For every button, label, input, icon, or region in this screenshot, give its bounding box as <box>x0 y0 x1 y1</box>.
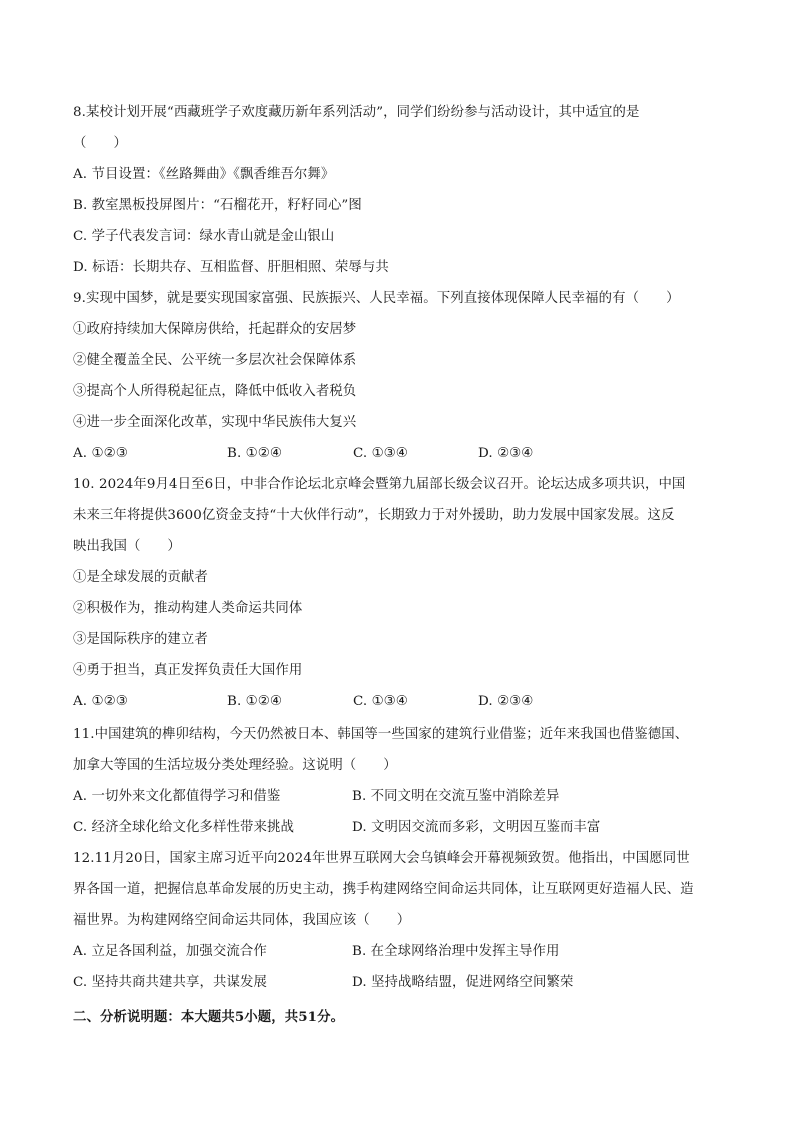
q9-option-d: D. ②③④ <box>478 446 534 461</box>
q11-stem-line-1: 11.中国建筑的榫卯结构，今天仍然被日本、韩国等一些国家的建筑行业借鉴；近年来我国也借鉴德国、 <box>73 727 689 742</box>
q11-stem-line-2: 加拿大等国的生活垃圾分类处理经验。这说明（ ） <box>73 758 397 773</box>
q8-option-c: C. 学子代表发言词：绿水青山就是金山银山 <box>73 229 335 244</box>
q12-option-d: D. 坚持战略结盟，促进网络空间繁荣 <box>352 975 574 990</box>
q9-item-3: ③提高个人所得税起征点，降低中低收入者税负 <box>73 384 357 399</box>
q9-stem: 9.实现中国梦，就是要实现国家富强、民族振兴、人民幸福。下列直接体现保障人民幸福的有（ ） <box>73 291 680 306</box>
q12-option-b: B. 在全球网络治理中发挥主导作用 <box>352 944 560 959</box>
q10-item-1: ①是全球发展的贡献者 <box>73 570 208 585</box>
q10-stem-line-2: 未来三年将提供3600亿资金支持“十大伙伴行动”，长期致力于对外援助，助力发展中国家发展。这反 <box>73 508 675 523</box>
q12-stem-line-1: 12.11月20日，国家主席习近平向2024年世界互联网大会乌镇峰会开幕视频致贺。他指出，中国愿同世 <box>73 851 690 866</box>
q10-item-2: ②积极作为，推动构建人类命运共同体 <box>73 601 303 616</box>
q10-stem-line-1: 10. 2024年9月4日至6日，中非合作论坛北京峰会暨第九届部长级会议召开。论坛达成多项共识，中国 <box>73 477 686 492</box>
q11-option-d: D. 文明因交流而多彩，文明因互鉴而丰富 <box>352 820 601 835</box>
q12-stem-line-3: 福世界。为构建网络空间命运共同体，我国应该（ ） <box>73 913 411 928</box>
q12-option-a: A. 立足各国利益，加强交流合作 <box>73 944 267 959</box>
q10-item-4: ④勇于担当，真正发挥负责任大国作用 <box>73 663 303 678</box>
q11-option-c: C. 经济全球化给文化多样性带来挑战 <box>73 820 294 835</box>
q12-stem-line-2: 界各国一道，把握信息革命发展的历史主动，携手构建网络空间命运共同体，让互联网更好造福人民、造 <box>73 882 694 897</box>
q10-option-c: C. ①③④ <box>353 694 408 709</box>
q11-option-b: B. 不同文明在交流互鉴中消除差异 <box>352 789 560 804</box>
q10-item-3: ③是国际秩序的建立者 <box>73 632 208 647</box>
q8-answer-paren: （ ） <box>73 136 127 151</box>
q9-option-a: A. ①②③ <box>73 446 128 461</box>
q10-option-a: A. ①②③ <box>73 694 128 709</box>
q9-option-c: C. ①③④ <box>353 446 408 461</box>
q10-stem-line-3: 映出我国（ ） <box>73 539 181 554</box>
q10-option-d: D. ②③④ <box>478 694 534 709</box>
section-2-heading: 二、分析说明题：本大题共5小题，共51分。 <box>73 1009 345 1025</box>
q8-stem: 8.某校计划开展“西藏班学子欢度藏历新年系列活动”，同学们纷纷参与活动设计，其中适宜的是 <box>73 105 640 120</box>
q9-item-2: ②健全覆盖全民、公平统一多层次社会保障体系 <box>73 353 357 368</box>
q8-option-d: D. 标语：长期共存、互相监督、肝胆相照、荣辱与共 <box>73 260 389 275</box>
q10-option-b: B. ①②④ <box>227 694 282 709</box>
q9-item-1: ①政府持续加大保障房供给，托起群众的安居梦 <box>73 322 357 337</box>
q12-option-c: C. 坚持共商共建共享，共谋发展 <box>73 975 267 990</box>
q11-option-a: A. 一切外来文化都值得学习和借鉴 <box>73 789 281 804</box>
q9-item-4: ④进一步全面深化改革，实现中华民族伟大复兴 <box>73 415 357 430</box>
q9-option-b: B. ①②④ <box>227 446 282 461</box>
q8-option-a: A. 节目设置：《丝路舞曲》《飘香维吾尔舞》 <box>73 167 335 182</box>
q8-option-b: B. 教室黑板投屏图片：“石榴花开，籽籽同心”图 <box>73 198 362 213</box>
